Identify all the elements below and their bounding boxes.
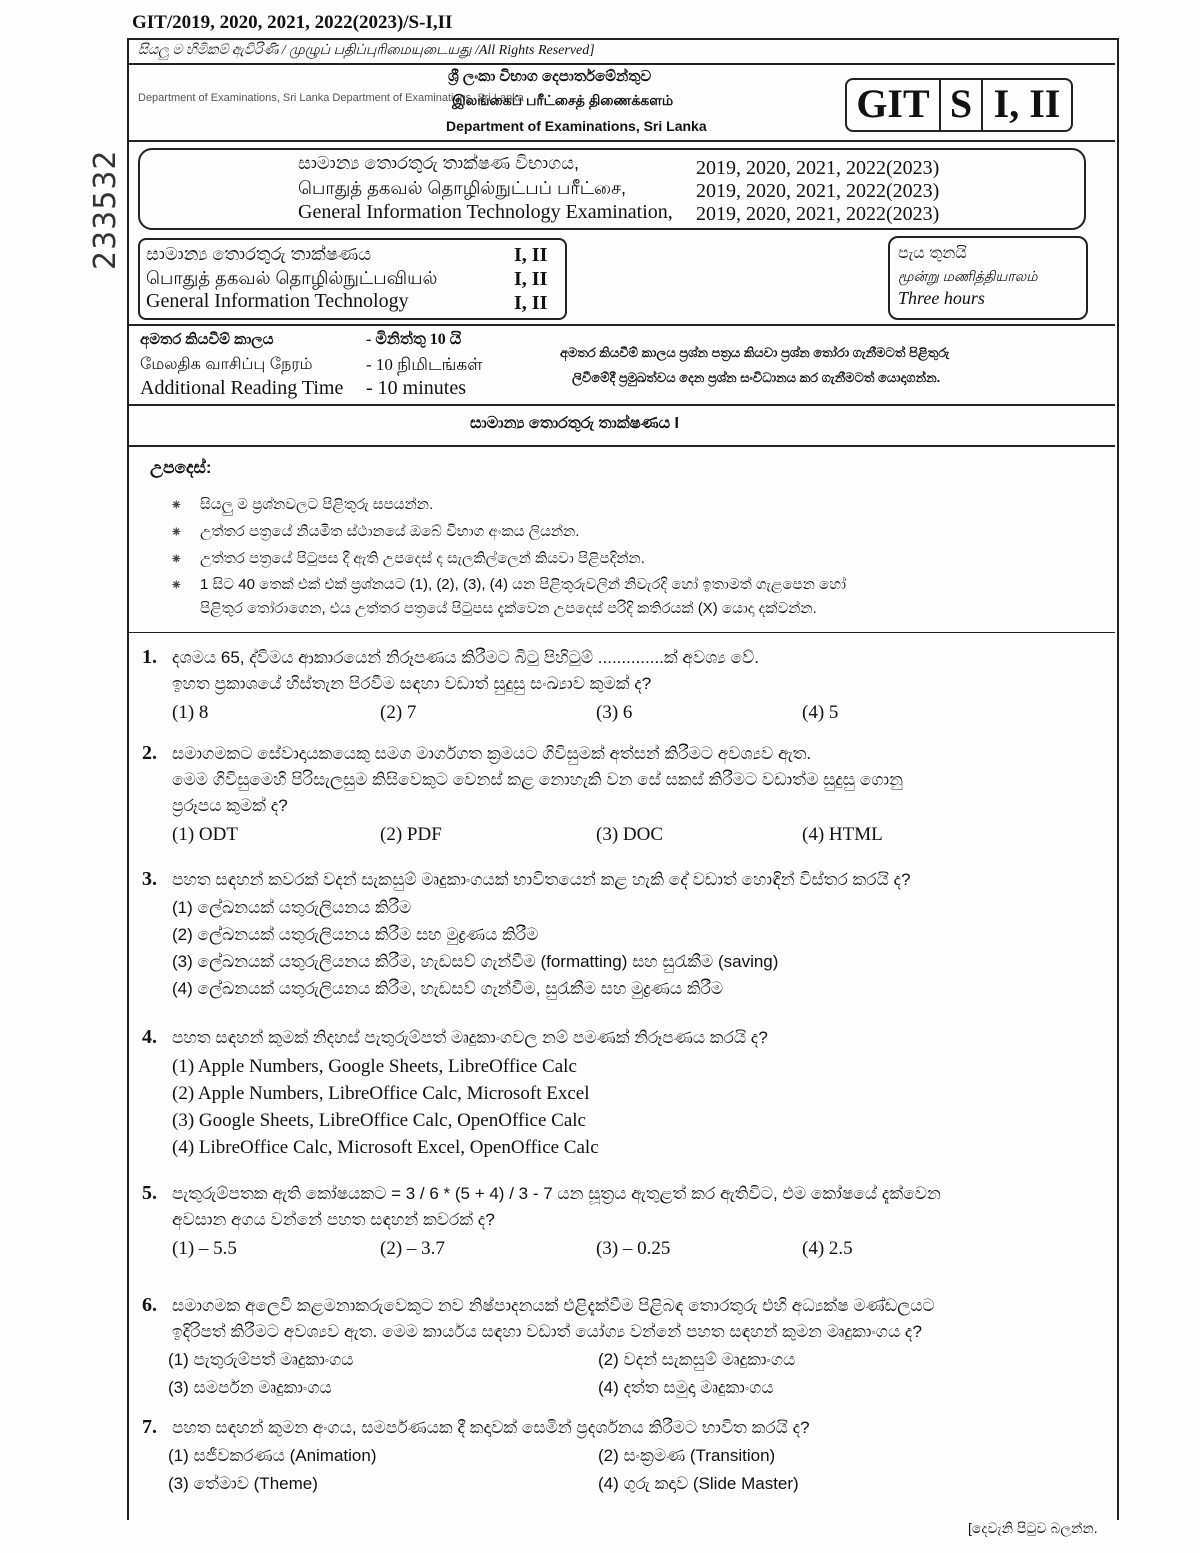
question-number: 2. [142, 742, 157, 764]
instruction-item: සියලු ම ප්‍රශ්නවලට පිළිතුරු සපයන්න. [200, 496, 434, 513]
answer-option: (3) 6 [596, 702, 633, 723]
reading-label-ta: மேலதிக வாசிப்பு நேரம் [140, 356, 313, 373]
answer-option: (4) LibreOffice Calc, Microsoft Excel, OpenOffice Calc [172, 1137, 599, 1158]
exam-title-si: සාමාන්‍ය තොරතුරු තාක්ෂණ විභාගය, [298, 153, 580, 173]
exam-years: 2019, 2020, 2021, 2022(2023) [696, 157, 940, 179]
duration-si: පැය තුනයි [898, 245, 967, 262]
instruction-item: උත්තර පත්‍රයේ පිටුපස දී ඇති උපදෙස් ද සැලකිල්ලෙන් කියවා පිළිපදින්න. [200, 550, 645, 567]
exam-years: 2019, 2020, 2021, 2022(2023) [696, 180, 940, 202]
duration-ta: மூன்று மணித்தியாலம் [898, 268, 1038, 284]
answer-option: (3) ලේඛනයක් යතුරුලියනය කිරීම, හැඩසව් ගැන්වීම (formatting) සහ සුරැකීම (saving) [172, 952, 779, 971]
answer-option: (2) – 3.7 [380, 1238, 445, 1259]
turn-page-note: [දෙවැනි පිටුව බලන්න. [968, 1520, 1098, 1536]
answer-option: (4) ලේඛනයක් යතුරුලියනය කිරීම, හැඩසව් ගැන්වීම, සුරැකීම සහ මුද්‍රණය කිරීම [172, 979, 724, 998]
question-text: දශමය 65, ද්විමය ආකාරයෙන් නිරූපණය කිරීමට බිටු පිහිටුම් ..............ක් අවශ්‍ය වේ. [172, 648, 759, 667]
subject-part: I, II [514, 244, 548, 266]
question-number: 1. [142, 646, 157, 668]
answer-option: (4) 5 [802, 702, 839, 723]
exam-years: 2019, 2020, 2021, 2022(2023) [696, 203, 940, 225]
answer-option: (2) ලේඛනයක් යතුරුලියනය කිරීම සහ මුද්‍රණය කිරීම [172, 925, 539, 944]
answer-option: (2) වදන් සැකසුම් මෘදුකාංගය [598, 1350, 796, 1369]
dept-english: Department of Examinations, Sri Lanka [446, 118, 707, 134]
answer-option: (1) සජීවකරණය (Animation) [168, 1446, 377, 1465]
reading-value: - 10 minutes [366, 377, 466, 399]
question-text: අවසාන අගය වන්නේ පහත සඳහන් කවරක් ද? [172, 1210, 495, 1229]
question-text: පහත සඳහන් කුමක් නිදහස් පැතුරුම්පත් මෘදුකාංගවල නම් පමණක් නිරූපණය කරයි ද? [172, 1028, 768, 1047]
bullet-icon: ⁕ [170, 552, 183, 568]
duration-en: Three hours [898, 288, 985, 308]
question-number: 5. [142, 1182, 157, 1204]
dept-tamil: இலங்கைப் பரீட்சைத் திணைக்களம் [452, 92, 674, 108]
answer-option: (3) සමර්පන මෘදුකාංගය [168, 1378, 332, 1397]
subject-part: I, II [514, 268, 548, 290]
exam-title-ta: பொதுத் தகவல் தொழில்நுட்பப் பரீட்சை, [298, 178, 627, 198]
subject-code-badge [845, 78, 1073, 132]
answer-option: (1) පැතුරුම්පත් මෘදුකාංගය [168, 1350, 354, 1369]
reading-label-si: අමතර කියවීම් කාලය [140, 331, 274, 348]
answer-option: (2) 7 [380, 702, 417, 723]
badge-subject: GIT [847, 80, 941, 130]
answer-option: (4) 2.5 [802, 1238, 853, 1259]
subject-en: General Information Technology [146, 290, 409, 312]
question-text: ප්‍රරූපය කුමක් ද? [172, 796, 288, 815]
question-number: 6. [142, 1294, 157, 1316]
instruction-item: උත්තර පත්‍රයේ නියමිත ස්ථානයේ ඔබේ විභාග අංකය ලියන්න. [200, 523, 580, 540]
instructions-heading: උපදෙස්: [150, 458, 212, 477]
answer-option: (1) 8 [172, 702, 209, 723]
bullet-icon: ⁕ [170, 498, 183, 514]
exam-title-en: General Information Technology Examination, [298, 201, 673, 223]
serial-number: 233532 [88, 149, 123, 270]
answer-option: (3) – 0.25 [596, 1238, 671, 1259]
question-text: පහත සඳහන් කවරක් වදන් සැකසුම් මෘදුකාංගයක් භාවිතයෙන් කළ හැකි දේ වඩාත් හොඳින් විස්තර කරයි ද? [172, 870, 911, 889]
dept-sinhala: ශ්‍රී ලංකා විභාග දෙපාර්තමේන්තුව [448, 68, 652, 85]
badge-parts: I, II [993, 81, 1061, 126]
question-text: ඉදිරිපත් කිරීමට අවශ්‍යව ඇත. මෙම කාර්යය සඳහා වඩාත් යෝග්‍ය වන්නේ පහත සඳහන් කුමන මෘදුකාංගය ද? [172, 1322, 922, 1341]
answer-option: (2) PDF [380, 824, 442, 845]
bullet-icon: ⁕ [170, 525, 183, 541]
answer-option: (4) ගුරු කදාව (Slide Master) [598, 1474, 799, 1493]
answer-option: (2) සංක්‍රමණ (Transition) [598, 1446, 776, 1465]
answer-option: (1) – 5.5 [172, 1238, 237, 1259]
question-number: 3. [142, 868, 157, 890]
answer-option: (2) Apple Numbers, LibreOffice Calc, Microsoft Excel [172, 1083, 590, 1104]
question-text: සමාගමකට සේවාදායකයෙකු සමග මාර්ගගත ක්‍රමයට ගිවිසුමක් අත්සන් කිරීමට අවශ්‍යව ඇත. [172, 744, 812, 763]
section-title: සාමාන්‍ය තොරතුරු තාක්ෂණය I [470, 415, 679, 432]
subject-si: සාමාන්‍ය තොරතුරු තාක්ෂණය [146, 244, 372, 264]
answer-option: (1) ODT [172, 824, 238, 845]
instruction-item-continued: පිළිතුර තෝරාගෙන, එය උත්තර පත්‍රයේ පිටුපස දැක්වෙන උපදෙස් පරිදි කතිරයක් (X) යොදා දක්වන්න. [200, 600, 817, 617]
reading-note: ලිවීමේදී ප්‍රමුඛත්වය දෙන ප්‍රශ්න සංවිධානය කර ගැනීමටත් යොදාගන්න. [572, 370, 941, 385]
question-text: ඉහත ප්‍රකාශයේ හිස්තැන පිරවීම සඳහා වඩාත් සුදුසු සංඛ්‍යාව කුමක් ද? [172, 674, 652, 693]
question-number: 4. [142, 1026, 157, 1048]
question-text: පහත සඳහන් කුමන අංගය, සමර්පණයක දී කදාවක් සෙමින් ප්‍රදර්ශනය කිරීමට භාවිත කරයි ද? [172, 1418, 810, 1437]
answer-option: (1) Apple Numbers, Google Sheets, LibreOffice Calc [172, 1056, 577, 1077]
reading-label-en: Additional Reading Time [140, 377, 344, 399]
question-text: පැතුරුම්පතක ඇති කෝෂයකට = 3 / 6 * (5 + 4) / 3 - 7 යන සූත්‍රය ඇතුළත් කර ඇතිවිට, එම කෝෂයේ දැක්වෙන [172, 1184, 941, 1203]
rights-notice: සියලු ම හිමිකම් ඇවිරිණි / முழுப் பதிப்புரிமையுடையது /All Rights Reserved] [138, 43, 595, 58]
bullet-icon: ⁕ [170, 578, 183, 594]
reading-note: අමතර කියවීම් කාලය ප්‍රශ්න පත්‍රය කියවා ප්‍රශ්න තෝරා ගැනීමටත් පිළිතුරු [560, 345, 950, 360]
answer-option: (1) ලේඛනයක් යතුරුලියනය කිරීම [172, 898, 412, 917]
reading-value: - මිනිත්තු 10 යි [366, 331, 462, 348]
answer-option: (3) DOC [596, 824, 664, 845]
question-text: මෙම ගිවිසුමෙහි පිරිසැලසුම කිසිවෙකුට වෙනස් කළ නොහැකි වන සේ සකස් කිරීමට වඩාත්ම සුදුසු ගොනු [172, 770, 903, 789]
question-text: සමාගමක අලෙවි කළමනාකරුවෙකුට නව නිෂ්පාදනයක් එළිදැක්වීම පිළිබඳ තොරතුරු එහි අධ්‍යක්ෂ මණ්ඩලයට [172, 1296, 935, 1315]
question-number: 7. [142, 1416, 157, 1438]
paper-code: GIT/2019, 2020, 2021, 2022(2023)/S-I,II [132, 12, 453, 33]
subject-part: I, II [514, 292, 548, 314]
subject-ta: பொதுத் தகவல் தொழில்நுட்பவியல் [146, 268, 438, 288]
answer-option: (3) තේමාව (Theme) [168, 1474, 318, 1493]
answer-option: (3) Google Sheets, LibreOffice Calc, OpenOffice Calc [172, 1110, 586, 1131]
instruction-item: 1 සිට 40 තෙක් එක් එක් ප්‍රශ්නයට (1), (2), (3), (4) යන පිළිතුරුවලින් නිවැරදි හෝ ඉතාමත් ගැළපෙන හෝ [200, 576, 847, 593]
answer-option: (4) දත්ත සමුදා මෘදුකාංගය [598, 1378, 774, 1397]
answer-option: (4) HTML [802, 824, 883, 845]
reading-value: - 10 நிமிடங்கள் [366, 355, 483, 374]
badge-syllabus: S [941, 80, 983, 130]
watermark-line: Department of Examinations, Sri Lanka Department of Examinations, Sri Lanka [138, 92, 524, 104]
